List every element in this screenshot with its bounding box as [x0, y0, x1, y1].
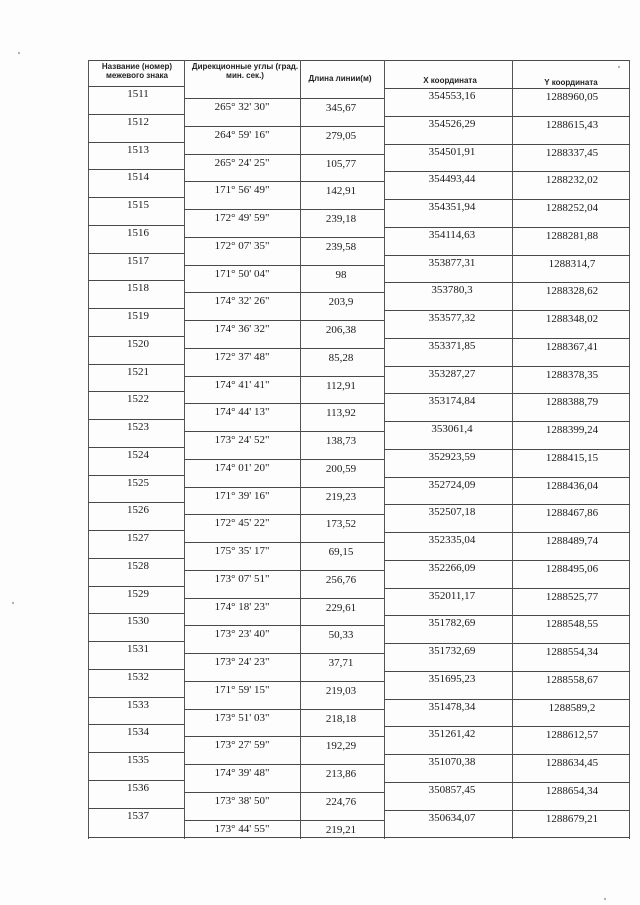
row-border — [384, 282, 630, 283]
x-coordinate: 351732,69 — [428, 645, 476, 657]
direction-angle: 173° 23' 40" — [214, 628, 270, 641]
line-length: 219,03 — [325, 684, 357, 697]
line-length: 50,33 — [328, 629, 354, 642]
y-coordinate: 1288679,21 — [545, 812, 599, 825]
mark-name: 1532 — [127, 670, 149, 683]
y-coordinate: 1288634,45 — [545, 757, 599, 769]
x-coordinate: 351070,38 — [428, 756, 476, 768]
direction-angle: 171° 59' 15" — [214, 683, 270, 696]
header-y-coordinate: Y координата — [544, 78, 598, 87]
y-coordinate: 1288612,57 — [545, 729, 599, 742]
row-border — [88, 280, 184, 281]
mark-name: 1534 — [127, 726, 149, 739]
y-coordinate: 1288654,34 — [545, 784, 599, 797]
row-border — [384, 144, 630, 145]
row-border — [384, 477, 630, 478]
direction-angle: 173° 44' 55" — [214, 822, 270, 835]
x-coordinate: 353061,4 — [431, 423, 473, 435]
y-coordinate: 1288589,2 — [548, 701, 596, 714]
segment-border — [184, 514, 384, 515]
y-coordinate: 1288525,77 — [545, 590, 599, 603]
line-length: 206,38 — [325, 324, 357, 336]
segment-border — [184, 653, 384, 654]
row-border — [384, 726, 630, 727]
row-border — [384, 504, 630, 505]
x-coordinate: 351695,23 — [428, 672, 476, 685]
x-coordinate: 354114,63 — [428, 228, 476, 241]
mark-name: 1520 — [127, 337, 149, 350]
segment-border — [184, 292, 384, 293]
header-direction-angle: Дирекционные углы (град. мин. сек.) — [191, 62, 299, 80]
line-length: 219,21 — [325, 823, 357, 836]
y-coordinate: 1288495,06 — [545, 562, 599, 575]
row-border — [88, 308, 184, 309]
x-coordinate: 353577,32 — [428, 312, 476, 324]
direction-angle: 175° 35' 17" — [214, 545, 270, 557]
line-length: 69,15 — [328, 546, 354, 558]
x-coordinate: 351782,69 — [428, 617, 476, 630]
segment-border — [184, 376, 384, 377]
segment-border — [184, 431, 384, 432]
segment-border — [184, 487, 384, 488]
y-coordinate: 1288232,02 — [545, 174, 599, 187]
mark-name: 1530 — [127, 615, 149, 628]
direction-angle: 174° 39' 48" — [214, 767, 270, 779]
row-border — [88, 780, 184, 781]
row-border — [384, 754, 630, 755]
direction-angle: 264° 59' 16" — [214, 128, 270, 141]
mark-name: 1517 — [127, 254, 149, 267]
x-coordinate: 354351,94 — [428, 201, 476, 213]
x-coordinate: 353877,31 — [428, 256, 476, 269]
scan-speck — [18, 52, 20, 54]
y-coordinate: 1288378,35 — [545, 368, 599, 381]
y-coordinate: 1288367,41 — [545, 340, 599, 353]
segment-border — [184, 736, 384, 737]
y-coordinate: 1288415,15 — [545, 451, 599, 464]
row-border — [88, 197, 184, 198]
row-border — [384, 671, 630, 672]
direction-angle: 174° 01' 20" — [214, 461, 270, 474]
row-border — [384, 310, 630, 311]
segment-border — [184, 459, 384, 460]
direction-angle: 174° 44' 13" — [214, 406, 270, 419]
direction-angle: 173° 27' 59" — [214, 739, 270, 752]
direction-angle: 172° 49' 59" — [214, 212, 270, 224]
mark-name: 1522 — [127, 393, 149, 406]
y-coordinate: 1288554,34 — [545, 646, 599, 658]
line-length: 229,61 — [325, 601, 357, 614]
mark-name: 1516 — [127, 226, 149, 239]
row-border — [384, 421, 630, 422]
line-length: 37,71 — [328, 657, 354, 669]
row-border — [88, 86, 184, 87]
header-mark-name: Название (номер) межевого знака — [101, 62, 173, 80]
x-coordinate: 352266,09 — [428, 561, 476, 574]
segment-border — [184, 181, 384, 182]
segment-border — [184, 154, 384, 155]
mark-name: 1535 — [127, 754, 149, 766]
y-coordinate: 1288281,88 — [545, 229, 599, 242]
mark-name: 1526 — [127, 504, 149, 517]
direction-angle: 171° 56' 49" — [214, 184, 270, 197]
line-length: 279,05 — [325, 129, 357, 142]
row-border — [88, 142, 184, 143]
row-border — [88, 669, 184, 670]
direction-angle: 173° 07' 51" — [214, 572, 270, 585]
header-x-coordinate: X координата — [423, 76, 477, 85]
row-border — [384, 643, 630, 644]
row-border — [384, 615, 630, 616]
line-length: 345,67 — [325, 102, 357, 114]
segment-border — [184, 792, 384, 793]
x-coordinate: 353174,84 — [428, 395, 476, 408]
y-coordinate: 1288399,24 — [545, 424, 599, 436]
direction-angle: 174° 36' 32" — [214, 323, 270, 335]
direction-angle: 265° 24' 25" — [214, 156, 270, 169]
segment-border — [184, 403, 384, 404]
direction-angle: 172° 45' 22" — [214, 517, 270, 530]
segment-border — [184, 265, 384, 266]
segment-border — [184, 820, 384, 821]
mark-name: 1524 — [127, 448, 149, 461]
row-border — [384, 88, 630, 89]
x-coordinate: 350857,45 — [428, 783, 476, 796]
y-coordinate: 1288960,05 — [545, 91, 599, 103]
row-border — [88, 447, 184, 448]
segment-border — [184, 98, 384, 99]
row-border — [384, 171, 630, 172]
x-coordinate: 353287,27 — [428, 367, 476, 380]
row-border — [88, 752, 184, 753]
table-top-border — [88, 60, 630, 61]
line-length: 239,58 — [325, 240, 357, 253]
direction-angle: 171° 39' 16" — [214, 489, 270, 502]
segment-border — [184, 348, 384, 349]
direction-angle: 265° 32' 30" — [214, 101, 270, 113]
mark-name: 1513 — [127, 143, 149, 156]
row-border — [384, 560, 630, 561]
column-border — [88, 60, 89, 839]
y-coordinate: 1288436,04 — [545, 479, 599, 492]
segment-border — [184, 570, 384, 571]
line-length: 105,77 — [325, 157, 357, 170]
row-border — [88, 808, 184, 809]
row-border — [88, 502, 184, 503]
row-border — [88, 724, 184, 725]
row-border — [88, 641, 184, 642]
line-length: 256,76 — [325, 573, 357, 586]
x-coordinate: 352011,17 — [428, 589, 476, 602]
x-coordinate: 353780,3 — [431, 284, 473, 297]
y-coordinate: 1288252,04 — [545, 202, 599, 214]
row-border — [88, 586, 184, 587]
row-border — [384, 366, 630, 367]
table-bottom-border — [88, 837, 630, 838]
y-coordinate: 1288558,67 — [545, 673, 599, 686]
direction-angle: 172° 07' 35" — [214, 239, 270, 252]
line-length: 112,91 — [326, 379, 356, 392]
line-length: 113,92 — [326, 407, 356, 420]
direction-angle: 174° 41' 41" — [214, 378, 270, 391]
line-length: 218,18 — [325, 712, 357, 725]
direction-angle: 174° 32' 26" — [214, 295, 270, 308]
mark-name: 1512 — [127, 115, 149, 128]
direction-angle: 171° 50' 04" — [214, 267, 270, 280]
row-border — [384, 116, 630, 117]
segment-border — [184, 764, 384, 765]
y-coordinate: 1288489,74 — [545, 535, 599, 547]
direction-angle: 173° 38' 50" — [214, 794, 270, 807]
mark-name: 1536 — [127, 781, 149, 794]
row-border — [384, 393, 630, 394]
row-border — [88, 114, 184, 115]
line-length: 213,86 — [325, 768, 357, 780]
segment-border — [184, 320, 384, 321]
x-coordinate: 351261,42 — [428, 728, 476, 741]
y-coordinate: 1288615,43 — [545, 118, 599, 131]
row-border — [88, 225, 184, 226]
x-coordinate: 354553,16 — [428, 90, 476, 102]
mark-name: 1518 — [127, 282, 149, 295]
row-border — [88, 697, 184, 698]
line-length: 219,23 — [325, 490, 357, 503]
line-length: 98 — [335, 268, 347, 281]
line-length: 192,29 — [325, 740, 357, 753]
row-border — [88, 419, 184, 420]
segment-border — [184, 625, 384, 626]
row-border — [88, 475, 184, 476]
x-coordinate: 352507,18 — [428, 506, 476, 519]
row-border — [88, 253, 184, 254]
direction-angle: 172° 37' 48" — [214, 350, 270, 363]
mark-name: 1519 — [127, 310, 149, 322]
y-coordinate: 1288314,7 — [548, 257, 596, 270]
row-border — [88, 336, 184, 337]
row-border — [384, 810, 630, 811]
segment-border — [184, 681, 384, 682]
segment-border — [184, 237, 384, 238]
row-border — [384, 532, 630, 533]
segment-border — [184, 709, 384, 710]
mark-name: 1527 — [127, 532, 149, 544]
x-coordinate: 354493,44 — [428, 173, 476, 186]
row-border — [384, 699, 630, 700]
y-coordinate: 1288328,62 — [545, 285, 599, 298]
x-coordinate: 352923,59 — [428, 450, 476, 463]
line-length: 138,73 — [325, 435, 357, 447]
row-border — [384, 227, 630, 228]
mark-name: 1521 — [127, 365, 149, 378]
direction-angle: 173° 51' 03" — [214, 711, 270, 724]
row-border — [384, 199, 630, 200]
row-border — [384, 588, 630, 589]
line-length: 85,28 — [328, 351, 354, 364]
x-coordinate: 353371,85 — [428, 339, 476, 352]
segment-border — [184, 126, 384, 127]
y-coordinate: 1288548,55 — [545, 618, 599, 631]
line-length: 173,52 — [325, 518, 357, 531]
row-border — [88, 169, 184, 170]
mark-name: 1537 — [127, 809, 149, 822]
line-length: 142,91 — [325, 185, 357, 198]
mark-name: 1529 — [127, 587, 149, 600]
direction-angle: 173° 24' 52" — [214, 434, 270, 446]
mark-name: 1515 — [127, 199, 149, 211]
mark-name: 1523 — [127, 421, 149, 433]
x-coordinate: 351478,34 — [428, 700, 476, 713]
row-border — [88, 530, 184, 531]
row-border — [384, 782, 630, 783]
row-border — [88, 364, 184, 365]
y-coordinate: 1288348,02 — [545, 313, 599, 325]
y-coordinate: 1288467,86 — [545, 507, 599, 520]
mark-name: 1533 — [127, 698, 149, 711]
y-coordinate: 1288337,45 — [545, 146, 599, 159]
mark-name: 1531 — [127, 643, 149, 655]
x-coordinate: 350634,07 — [428, 811, 476, 824]
x-coordinate: 352724,09 — [428, 478, 476, 491]
segment-border — [184, 209, 384, 210]
x-coordinate: 354501,91 — [428, 145, 476, 158]
mark-name: 1528 — [127, 559, 149, 572]
x-coordinate: 352335,04 — [428, 534, 476, 546]
line-length: 224,76 — [325, 795, 357, 808]
row-border — [88, 391, 184, 392]
row-border — [384, 255, 630, 256]
row-border — [88, 613, 184, 614]
row-border — [88, 558, 184, 559]
mark-name: 1514 — [127, 171, 149, 184]
scan-speck — [618, 66, 620, 68]
header-line-length: Длина линии(м) — [308, 74, 372, 83]
x-coordinate: 354526,29 — [428, 117, 476, 130]
scan-speck — [604, 898, 606, 900]
mark-name: 1511 — [127, 88, 149, 100]
mark-name: 1525 — [127, 476, 149, 489]
direction-angle: 174° 18' 23" — [214, 600, 270, 613]
line-length: 203,9 — [328, 296, 354, 309]
row-border — [384, 338, 630, 339]
row-border — [384, 449, 630, 450]
y-coordinate: 1288388,79 — [545, 396, 599, 409]
segment-border — [184, 542, 384, 543]
line-length: 200,59 — [325, 462, 357, 475]
scan-speck — [12, 602, 14, 604]
line-length: 239,18 — [325, 213, 357, 225]
direction-angle: 173° 24' 23" — [214, 656, 270, 668]
segment-border — [184, 598, 384, 599]
